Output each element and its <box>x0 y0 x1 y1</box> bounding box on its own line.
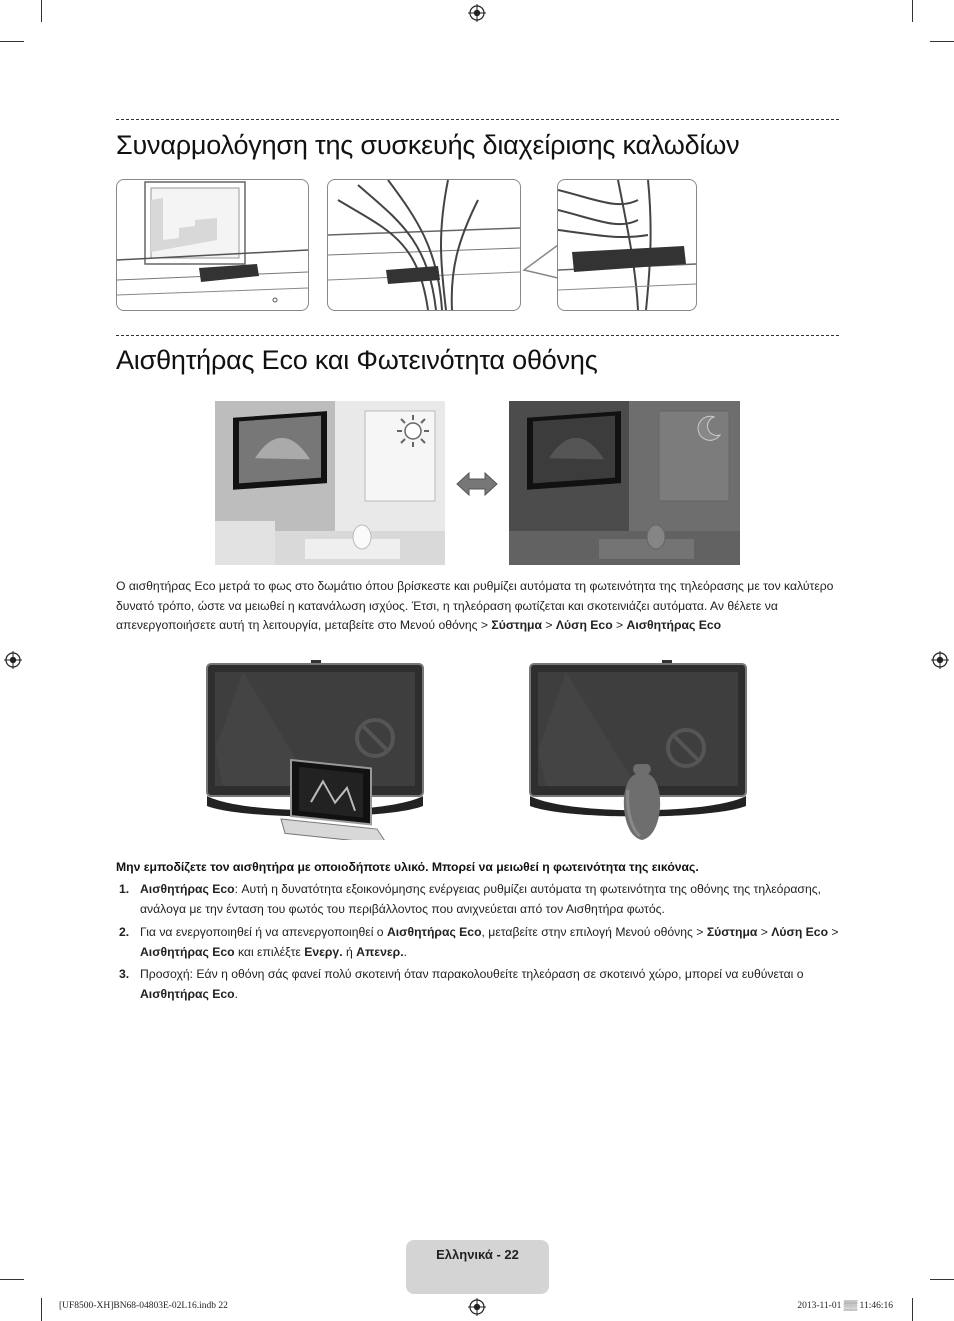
term-eco-sensor: Αισθητήρας Eco <box>140 882 235 896</box>
note-text <box>140 880 840 919</box>
dark-room-photo <box>509 401 740 565</box>
menu-separator: > <box>542 618 556 632</box>
note-body: Προσοχή: Εάν η οθόνη σάς φανεί πολύ σκοτεινή όταν παρακολουθείτε τηλεόραση σε σκοτεινό χώρο, μπορεί να ευθύνεται ο <box>140 967 804 981</box>
note-body: . <box>403 944 407 959</box>
menu-eco-solution: Λύση Eco <box>555 618 613 632</box>
term-eco-sensor: Αισθητήρας Eco <box>140 986 235 1001</box>
menu-system: Σύστημα <box>491 618 542 632</box>
note-text <box>140 965 840 1004</box>
section-title-eco-sensor: Αισθητήρας Eco και Φωτεινότητα οθόνης <box>116 345 598 375</box>
crop-mark <box>930 41 954 42</box>
footer-timestamp: 2013-11-01 ▒▒ 11:46:16 <box>797 1301 893 1311</box>
menu-system: Σύστημα <box>706 925 758 939</box>
note-body: . <box>234 986 238 1001</box>
registration-mark-icon <box>4 651 22 669</box>
crop-mark <box>912 1298 913 1321</box>
callout-pointer <box>520 240 560 280</box>
crop-mark <box>0 41 24 42</box>
note-number: 2. <box>119 925 130 939</box>
menu-separator: > <box>828 925 839 939</box>
eco-sensor-description <box>116 577 841 636</box>
menu-eco-sensor: Αισθητήρας Eco <box>626 618 722 632</box>
section-title-cable-manager: Συναρμολόγηση της συσκευής διαχείρισης καλωδίων <box>116 130 740 160</box>
bright-room-photo <box>215 401 445 565</box>
cable-step-2-illustration <box>327 179 521 311</box>
section-divider <box>116 119 839 120</box>
crop-mark <box>930 1279 954 1280</box>
crop-mark <box>41 0 42 22</box>
description-text: Ο αισθητήρας Eco μετρά το φως στο δωμάτιο όπου βρίσκεστε και ρυθμίζει αυτόματα τη φωτεινότητα της τηλεόρασης με τον καλύτερο δυνατό τρόπο, ώστε να μειωθεί η κατανάλωση ισχύος. Έτσι, η τηλεόραση φωτίζεται και σκοτεινιάζει αυτόματα. Αν θέλετε να απενεργοποιήσετε αυτή τη λειτουργία, μεταβείτε στο Μενού οθόνης > <box>116 579 834 632</box>
moon-icon <box>694 413 724 443</box>
menu-separator: > <box>612 618 627 632</box>
crop-mark <box>912 0 913 22</box>
sensor-warning: Μην εμποδίζετε τον αισθητήρα με οποιοδήποτε υλικό. Μπορεί να μειωθεί η φωτεινότητα της εικόνας. <box>116 860 699 874</box>
registration-mark-icon <box>468 4 486 22</box>
note-body: και επιλέξτε <box>234 944 305 959</box>
menu-eco-sensor: Αισθητήρας Eco <box>140 944 235 959</box>
note-number: 1. <box>119 882 130 896</box>
registration-mark-icon <box>931 651 949 669</box>
cable-step-3-illustration <box>557 179 697 311</box>
sun-icon <box>395 413 431 449</box>
option-on: Ενεργ. <box>304 944 343 959</box>
menu-eco-solution: Λύση Eco <box>771 925 829 939</box>
tv-blocked-by-vase-illustration <box>526 660 750 840</box>
page-number-label: Ελληνικά - 22 <box>406 1240 549 1294</box>
section-divider <box>116 335 839 336</box>
term-eco-sensor: Αισθητήρας Eco <box>386 925 482 939</box>
crop-mark <box>0 1279 24 1280</box>
cable-step-1-illustration <box>116 179 309 311</box>
note-text <box>140 923 840 962</box>
tv-blocked-by-frame-illustration <box>203 660 427 840</box>
note-number: 3. <box>119 967 130 981</box>
menu-separator: > <box>757 925 772 939</box>
footer-file-info: [UF8500-XH]BN68-04803E-02L16.indb 22 <box>59 1301 228 1311</box>
option-off: Απενερ. <box>356 944 404 959</box>
note-body: : Αυτή η δυνατότητα εξοικονόμησης ενέργειας ρυθμίζει αυτόματα τη φωτεινότητα της οθόνης της τηλεόρασης, ανάλογα με την ένταση του φωτός του περιβάλλοντος που ανιχνεύεται από τον Αισθητήρα φωτός. <box>140 882 821 916</box>
note-body: , μεταβείτε στην επιλογή Μενού οθόνης > <box>481 925 707 939</box>
note-body: ή <box>342 944 357 959</box>
crop-mark <box>41 1298 42 1321</box>
note-body: Για να ενεργοποιηθεί ή να απενεργοποιηθεί ο <box>140 925 387 939</box>
double-arrow-icon <box>455 470 499 498</box>
registration-mark-icon <box>468 1298 486 1316</box>
